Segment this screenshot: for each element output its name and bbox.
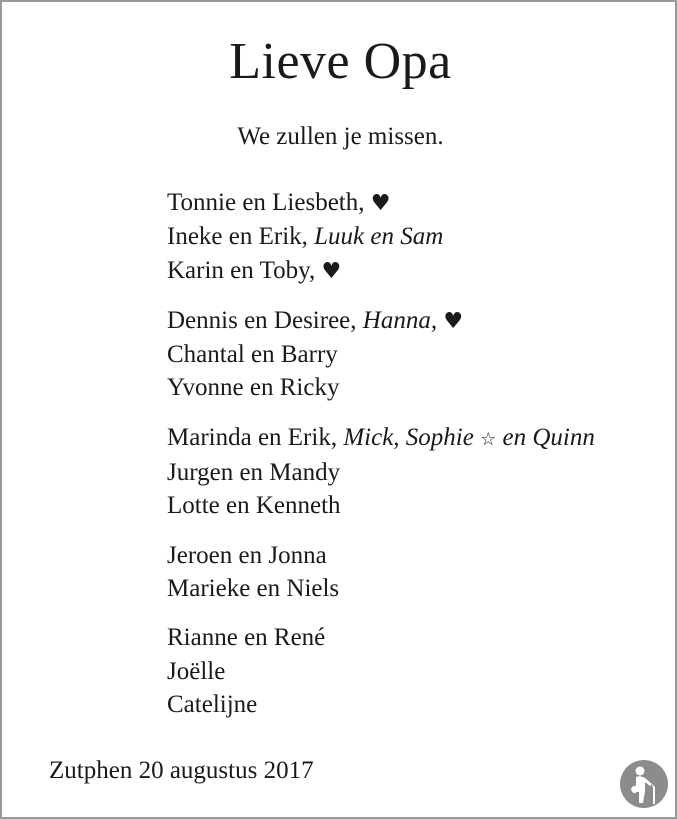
family-group [167, 621, 667, 721]
family-line [167, 621, 667, 654]
family-line [167, 489, 667, 522]
family-names: Ineke en Erik, [167, 223, 308, 251]
family-names: Jeroen en Jonna [167, 541, 327, 569]
family-group [167, 421, 667, 523]
family-line [167, 254, 667, 288]
children-names: Mick, Sophie [343, 423, 474, 451]
family-names: Jurgen en Mandy [167, 459, 341, 487]
subtitle: We zullen je missen. [237, 123, 444, 150]
children-names: Luuk en Sam [314, 223, 444, 251]
mourning-figure-icon [619, 759, 669, 809]
family-names: Tonnie en Liesbeth, [167, 189, 365, 216]
place-date: Zutphen 20 augustus 2017 [49, 757, 314, 784]
family-names: Catelijne [167, 690, 258, 718]
children-names: Hanna, [362, 306, 438, 334]
family-names: Chantal en Barry [167, 341, 338, 369]
family-line [167, 688, 667, 721]
family-group [167, 186, 667, 288]
family-line [167, 456, 667, 489]
family-line [167, 220, 667, 253]
family-list [167, 186, 667, 737]
family-names: Dennis en Desiree, [167, 306, 357, 334]
family-group [167, 539, 667, 606]
family-line [167, 421, 667, 456]
star-icon: ☆ [480, 428, 497, 450]
heart-icon: ♥ [321, 258, 342, 284]
family-names: Marieke en Niels [167, 574, 340, 602]
family-line [167, 572, 667, 605]
children-names-after: en Quinn [502, 423, 595, 451]
family-names: Marinda en Erik, [167, 423, 338, 451]
family-line [167, 338, 667, 371]
family-line [167, 186, 667, 220]
family-names: Joëlle [167, 657, 226, 685]
family-line [167, 304, 667, 338]
heart-icon: ♥ [370, 191, 391, 216]
page-title: Lieve Opa [229, 33, 452, 90]
family-group [167, 304, 667, 405]
family-line [167, 655, 667, 688]
family-names: Lotte en Kenneth [167, 492, 341, 520]
family-line [167, 371, 667, 404]
family-names: Rianne en René [167, 624, 326, 652]
family-line [167, 539, 667, 572]
heart-icon: ♥ [443, 308, 464, 334]
family-names: Yvonne en Ricky [167, 374, 340, 402]
family-names: Karin en Toby, [167, 256, 316, 284]
